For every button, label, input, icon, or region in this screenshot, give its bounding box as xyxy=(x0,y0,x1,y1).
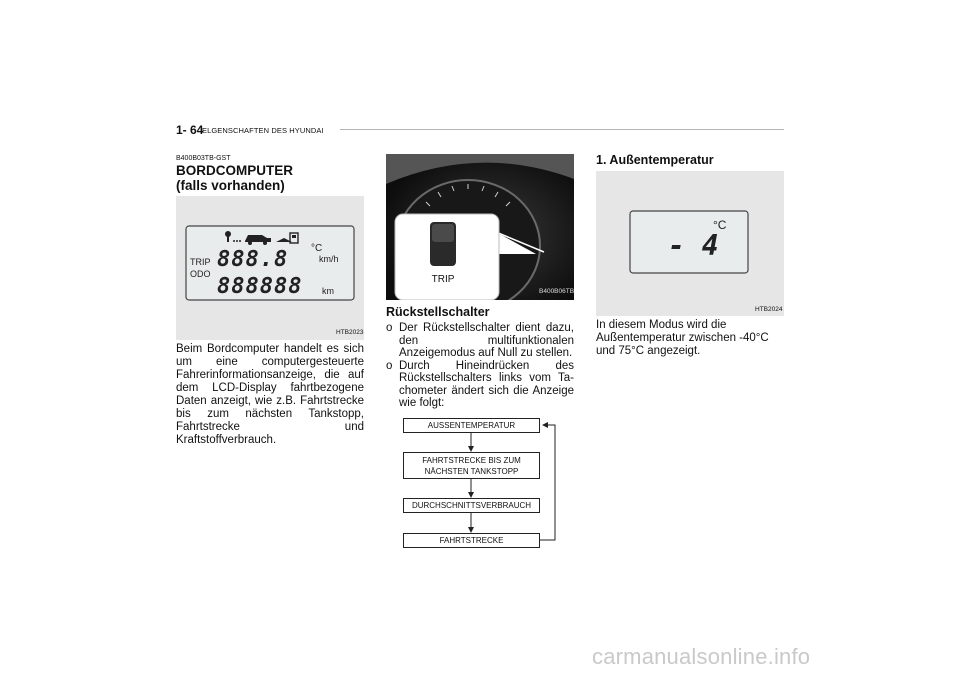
trip-button-label: TRIP xyxy=(431,274,455,285)
odo-digits: 888888 xyxy=(217,274,303,299)
temperature-value: - 4 xyxy=(668,229,719,262)
section-code: B400B03TB-GST xyxy=(176,155,231,162)
list-item xyxy=(386,322,574,360)
heading-line-2: (falls vorhanden) xyxy=(176,178,285,193)
list-item-text: Der Rückstellschalter dient dazu, den multifunktionalen Anzeigemodus auf Null zu stellen. xyxy=(399,322,574,359)
trip-digits: 888.8 xyxy=(217,247,289,272)
figure-ref: B400B06TB xyxy=(539,288,575,295)
bullet-marker: o xyxy=(386,322,393,334)
subsection-heading: 1. Außentemperatur xyxy=(596,153,714,167)
km-unit: km xyxy=(322,286,334,296)
subsection-heading: Rückstellschalter xyxy=(386,305,490,319)
temp-unit: °C xyxy=(311,243,323,254)
body-text: In diesem Modus wird die Außentemperatur zwischen -40°C und 75°C angezeigt. xyxy=(596,319,769,357)
bullet-list xyxy=(386,322,574,410)
bullet-marker: o xyxy=(386,359,393,372)
list-item-text: Durch Hineindrücken des Rückstellschalters links vom Ta-chometer ändert sich die Anzeige wie folgt: xyxy=(399,359,574,409)
outside-temperature-display-figure xyxy=(596,171,784,316)
instrument-cluster-photo xyxy=(386,154,574,300)
figure-ref: HTB2023 xyxy=(336,329,364,336)
flow-step-outside-temperature: AUSSENTEMPERATUR xyxy=(403,418,540,433)
speed-unit: km/h xyxy=(319,254,339,264)
section-heading xyxy=(176,163,293,193)
flow-step-average-consumption: DURCHSCHNITTSVERBRAUCH xyxy=(403,498,540,513)
section-title: ELGENSCHAFTEN DES HYUNDAI xyxy=(202,126,324,135)
header-rule xyxy=(340,129,784,130)
odo-label: ODO xyxy=(190,269,211,279)
list-item xyxy=(386,360,574,410)
flow-step-trip-distance: FAHRTSTRECKE xyxy=(403,533,540,548)
lcd-illustration xyxy=(176,196,364,340)
trip-computer-display-figure xyxy=(176,196,364,340)
heading-line-1: BORDCOMPUTER xyxy=(176,163,293,178)
flow-step-distance-to-empty: FAHRTSTRECKE BIS ZUM NÄCHSTEN TANKSTOPP xyxy=(403,452,540,479)
watermark: carmanualsonline.info xyxy=(592,644,811,669)
cluster-illustration xyxy=(386,154,574,300)
body-text: Beim Bordcomputer handelt es sich um eine computergesteuerte Fahrerinformationsanzeige, die auf dem LCD-Display fahrtbezogene Daten anzeigt, wie z.B. Fahrtstrecke bis zum nächsten Tankstopp, Fahrtstrecke und Kraftstoffverbrauch. xyxy=(176,343,364,446)
temperature-lcd-illustration xyxy=(596,171,784,316)
temperature-unit: °C xyxy=(713,218,727,232)
trip-label: TRIP xyxy=(190,257,211,267)
page-number: 1- 64 xyxy=(176,123,204,137)
figure-ref: HTB2024 xyxy=(755,306,783,313)
